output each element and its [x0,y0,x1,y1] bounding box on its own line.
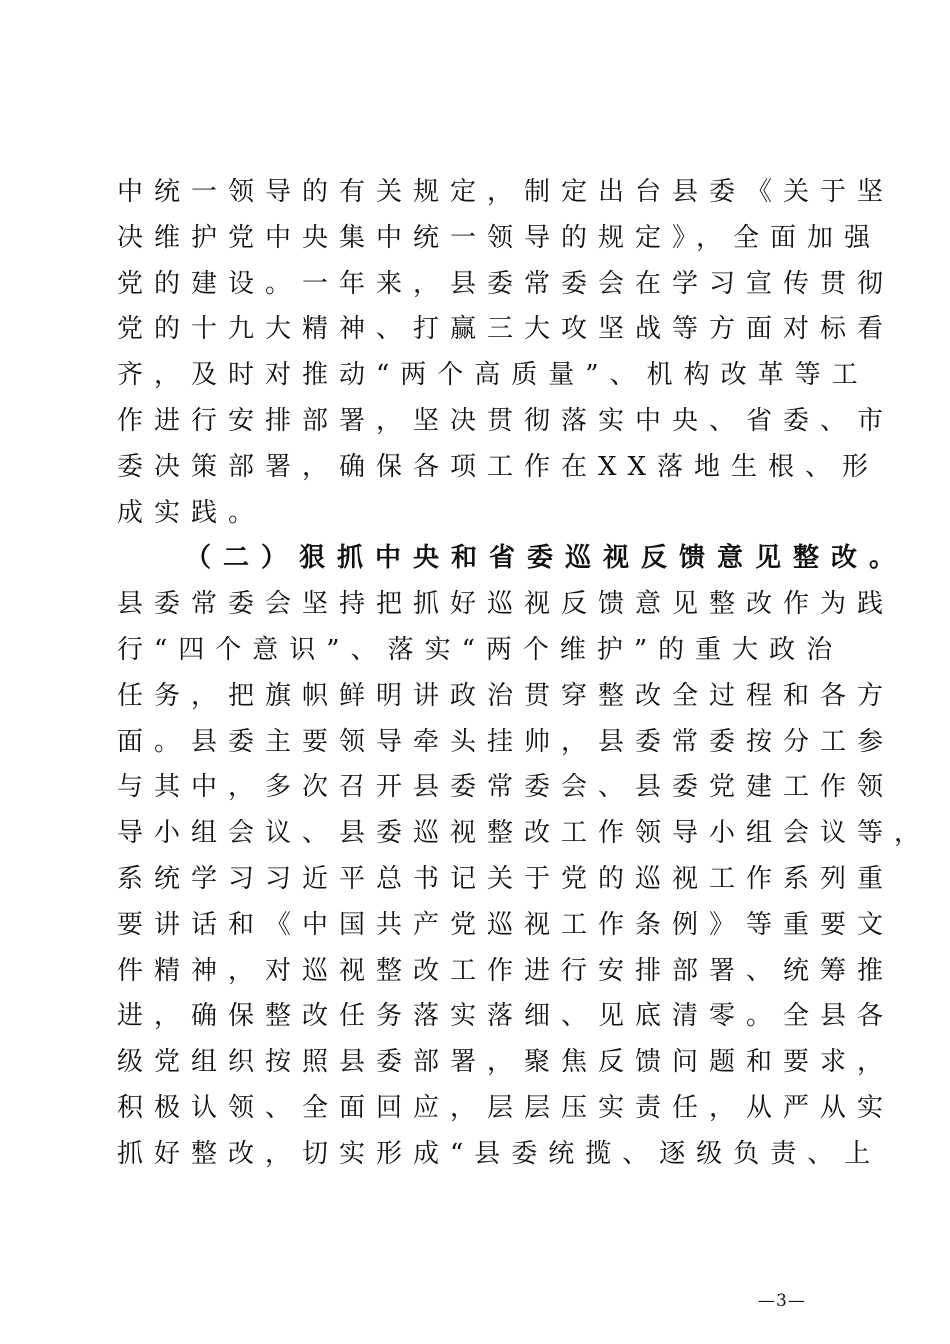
text-line: 抓好整改，切实形成“县委统揽、逐级负责、上 [117,1138,882,1169]
text-line: 任务，把旗帜鲜明讲政治贯穿整改全过程和各方 [117,680,895,711]
page-number: —3— [758,1291,806,1311]
text-line: 级党组织按照县委部署，聚焦反馈问题和要求， [117,1047,895,1078]
text-line: 委决策部署，确保各项工作在XX落地生根、形 [117,451,880,482]
text-line: 决维护党中央集中统一领导的规定》，全面加强 [117,222,882,253]
text-line: 积极认领、全面回应，层层压实责任，从严从实 [117,1092,895,1123]
section-heading: （二）狠抓中央和省委巡视反馈意见整改。 [185,543,908,574]
text-line: 要讲话和《中国共产党巡视工作条例》等重要文 [117,909,895,940]
text-line: 县委常委会坚持把抓好巡视反馈意见整改作为践 [117,589,895,620]
text-line: 齐，及时对推动“两个高质量”、机构改革等工 [117,360,869,391]
text-line: 与其中，多次召开县委常委会、县委党建工作领 [117,772,895,803]
text-line: 作进行安排部署，坚决贯彻落实中央、省委、市 [117,405,895,436]
text-line: 党的建设。一年来，县委常委会在学习宣传贯彻 [117,268,895,299]
text-line: 中统一领导的有关规定，制定出台县委《关于坚 [117,177,895,207]
text-line: 党的十九大精神、打赢三大攻坚战等方面对标看 [117,314,895,345]
text-line: 系统学习习近平总书记关于党的巡视工作系列重 [117,863,895,894]
body-text [117,170,932,1178]
text-line: 面。县委主要领导牵头挂帅，县委常委按分工参 [117,726,895,757]
text-line: 导小组会议、县委巡视整改工作领导小组会议等， [117,818,932,849]
text-line: 行“四个意识”、落实“两个维护”的重大政治 [117,634,844,665]
text-line: 成实践。 [117,497,266,528]
text-line: 进，确保整改任务落实落细、见底清零。全县各 [117,1001,895,1032]
text-line: 件精神，对巡视整改工作进行安排部署、统筹推 [117,955,895,986]
